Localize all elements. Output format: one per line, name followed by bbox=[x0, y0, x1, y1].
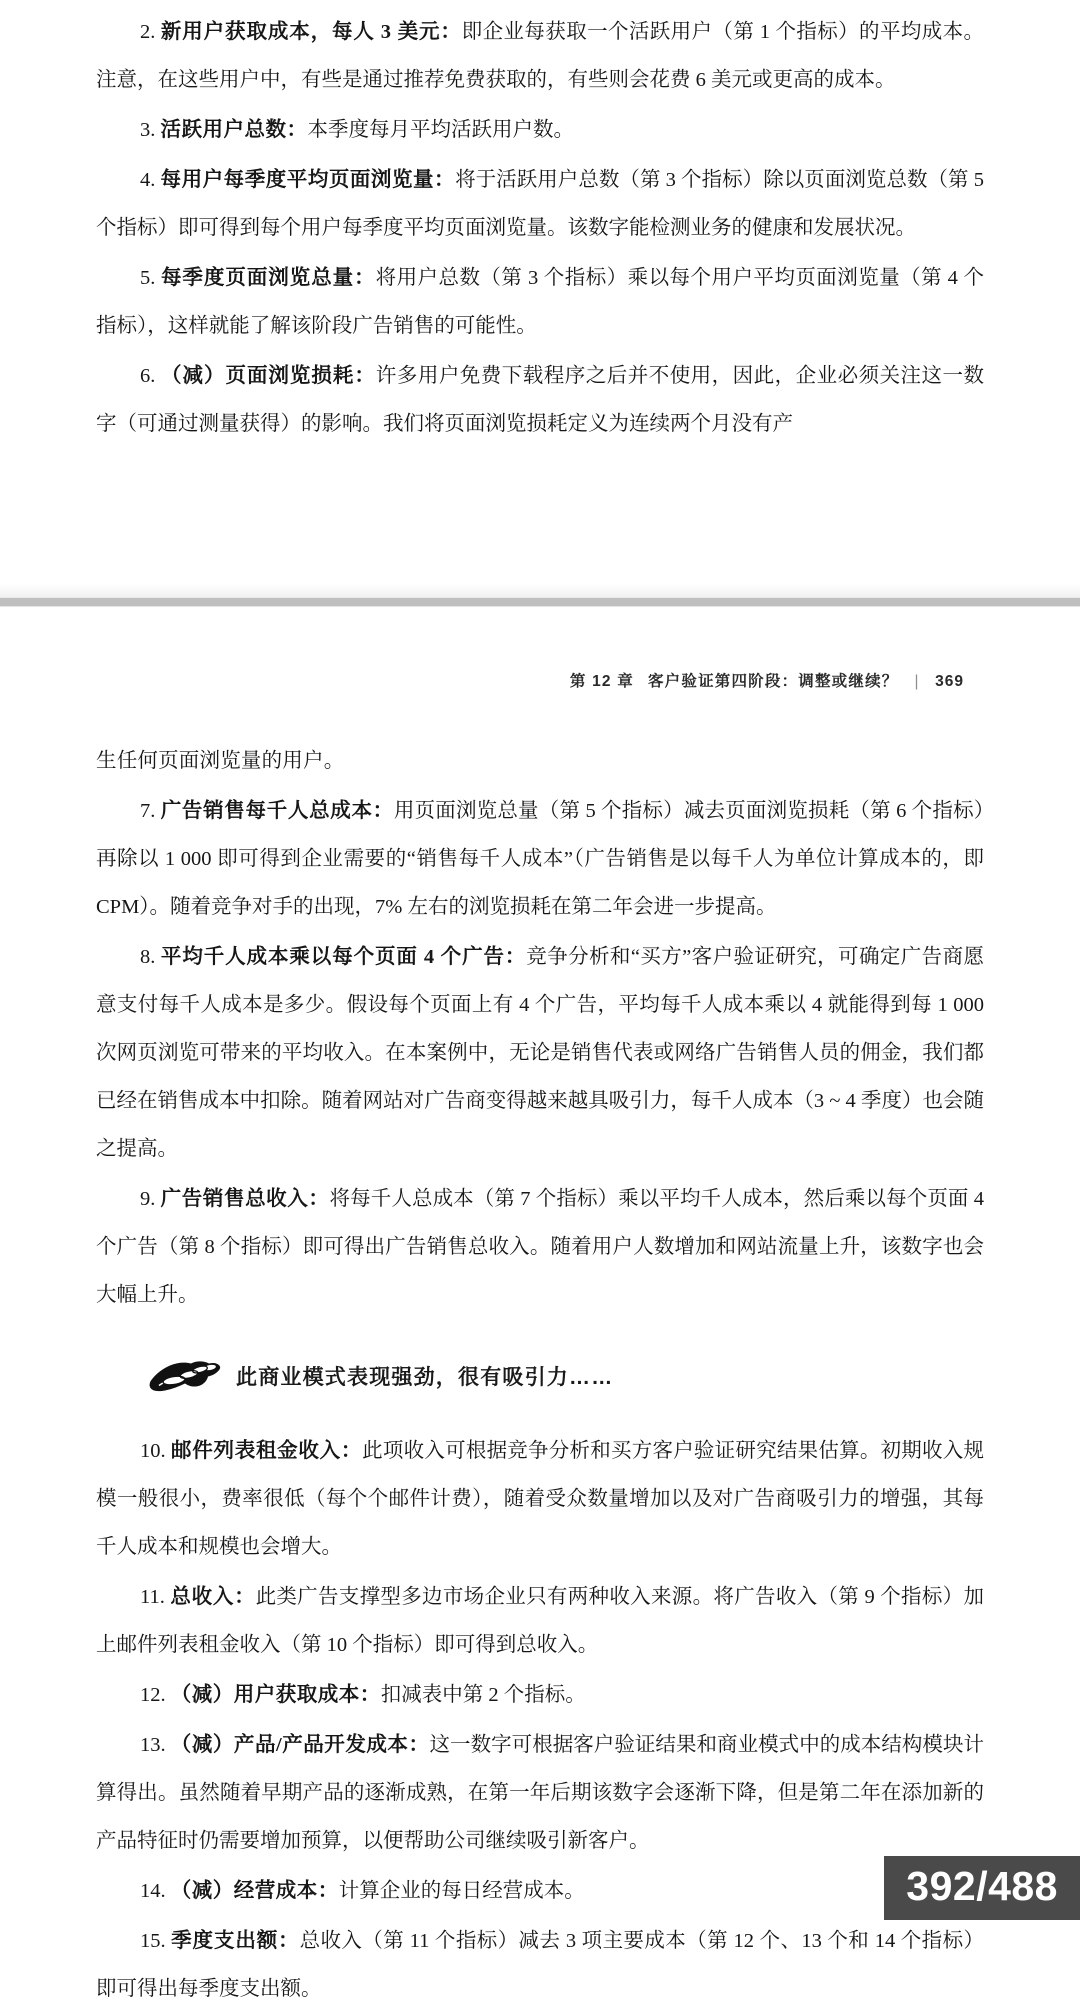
list-item-number: 11. bbox=[140, 1586, 165, 1608]
list-item bbox=[96, 1175, 984, 1319]
list-item-term: 每用户每季度平均页面浏览量： bbox=[160, 169, 456, 191]
list-item-term: 季度支出额： bbox=[171, 1930, 300, 1952]
list-item-text: 总收入（第 11 个指标）减去 3 项主要成本（第 12 个、13 个和 14 个指标）即可得出每季度支出额。 bbox=[96, 1930, 984, 2000]
list-item-text: 这一数字可根据客户验证结果和商业模式中的成本结构模块计算得出。虽然随着早期产品的逐渐成熟，在第一年后期该数字会逐渐下降，但是第二年在添加新的产品特征时仍需要增加预算，以便帮助公司继续吸引新客户。 bbox=[96, 1734, 985, 1852]
list-item-number: 8. bbox=[140, 946, 156, 968]
list-item bbox=[96, 787, 984, 931]
list-item-number: 3. bbox=[140, 119, 156, 141]
list-item bbox=[96, 1867, 984, 1915]
list-item-number: 5. bbox=[140, 267, 156, 289]
list-item-text: 即企业每获取一个活跃用户（第 1 个指标）的平均成本。注意，在这些用户中，有些是通过推荐免费获取的，有些则会花费 6 美元或更高的成本。 bbox=[96, 21, 985, 91]
list-item bbox=[96, 8, 984, 104]
list-item-number: 2. bbox=[140, 21, 156, 43]
list-item bbox=[96, 1671, 984, 1719]
list-item-term: 活跃用户总数： bbox=[160, 119, 308, 141]
list-item bbox=[96, 106, 984, 154]
list-item-term: 平均千人成本乘以每个页面 4 个广告： bbox=[160, 946, 527, 968]
paragraph-text: 生任何页面浏览量的用户。 bbox=[96, 750, 345, 772]
list-item-term: （减）页面浏览损耗： bbox=[161, 365, 376, 387]
list-item-term: 邮件列表租金收入： bbox=[171, 1440, 363, 1462]
list-item-text: 竞争分析和“买方”客户验证研究，可确定广告商愿意支付每千人成本是多少。假设每个页面上有 4 个广告，平均每千人成本乘以 4 就能得到每 1 000 次网页浏览可带来的平均收入。在本案例中，无论是销售代表或网络广告销售人员的佣金，我们都已经在销售成本中扣除。随着网站对广告商变得越来越具吸引力，每千人成本（3 ~ 4 季度）也会随之提高。 bbox=[96, 946, 985, 1160]
list-item-term: 新用户获取成本，每人 3 美元： bbox=[160, 21, 462, 43]
page-progress-badge: 392/488 bbox=[884, 1856, 1080, 1920]
callout-text: 此商业模式表现强劲，很有吸引力…… bbox=[236, 1366, 614, 1389]
list-item-text: 将于活跃用户总数（第 3 个指标）除以页面浏览总数（第 5 个指标）即可得到每个用户每季度平均页面浏览量。该数字能检测业务的健康和发展状况。 bbox=[96, 169, 985, 239]
list-item-text: 此项收入可根据竞争分析和买方客户验证研究结果估算。初期收入规模一般很小，费率很低（每个个邮件计费），随着受众数量增加以及对广告商吸引力的增强，其每千人成本和规模也会增大。 bbox=[96, 1440, 985, 1558]
list-item-number: 9. bbox=[140, 1188, 156, 1210]
list-item-number: 15. bbox=[140, 1930, 166, 1952]
list-item bbox=[96, 1917, 984, 2013]
list-item-term: 广告销售总收入： bbox=[160, 1188, 330, 1210]
list-item bbox=[96, 1427, 984, 1571]
running-head-separator: | bbox=[914, 673, 920, 690]
pointing-hand-icon bbox=[148, 1359, 222, 1393]
list-item-term: 每季度页面浏览总量： bbox=[160, 267, 376, 289]
list-item bbox=[96, 1573, 984, 1669]
list-item-text: 本季度每月平均活跃用户数。 bbox=[307, 119, 574, 141]
list-item-text: 用页面浏览总量（第 5 个指标）减去页面浏览损耗（第 6 个指标）再除以 1 000 即可得到企业需要的“销售每千人成本”（广告销售是以每千人为单位计算成本的，即 CPM）。随着竞争对手的出现，7% 左右的浏览损耗在第二年会进一步提高。 bbox=[96, 800, 985, 918]
running-head-chapter: 第 12 章 bbox=[569, 673, 634, 690]
list-item-text: 将每千人总成本（第 7 个指标）乘以平均千人成本，然后乘以每个页面 4 个广告（第 8 个指标）即可得出广告销售总收入。随着用户人数增加和网站流量上升，该数字也会大幅上升。 bbox=[96, 1188, 985, 1306]
list-item-text: 此类广告支撑型多边市场企业只有两种收入来源。将广告收入（第 9 个指标）加上邮件列表租金收入（第 10 个指标）即可得到总收入。 bbox=[96, 1586, 984, 1656]
paragraph bbox=[96, 737, 984, 785]
list-item-term: 总收入： bbox=[170, 1586, 256, 1608]
list-item-text: 将用户总数（第 3 个指标）乘以每个用户平均页面浏览量（第 4 个指标），这样就能了解该阶段广告销售的可能性。 bbox=[96, 267, 985, 337]
document-page-369 bbox=[0, 607, 1080, 2000]
list-item bbox=[96, 933, 984, 1173]
list-item bbox=[96, 1721, 984, 1865]
running-head-title: 客户验证第四阶段：调整或继续？ bbox=[647, 673, 899, 690]
list-item-number: 6. bbox=[140, 365, 156, 387]
list-item-term: 广告销售每千人总成本： bbox=[160, 800, 394, 822]
page-separator bbox=[0, 597, 1080, 607]
list-item-number: 7. bbox=[140, 800, 156, 822]
list-item-number: 10. bbox=[140, 1440, 166, 1462]
list-item-number: 12. bbox=[140, 1684, 166, 1706]
list-item-term: （减）用户获取成本： bbox=[170, 1684, 381, 1706]
callout-note bbox=[148, 1359, 984, 1393]
document-page-368 bbox=[0, 0, 1080, 597]
running-head bbox=[96, 669, 984, 691]
list-item bbox=[96, 254, 984, 350]
list-item-number: 4. bbox=[140, 169, 156, 191]
list-item-text: 计算企业的每日经营成本。 bbox=[338, 1880, 585, 1902]
list-item-term: （减）经营成本： bbox=[170, 1880, 339, 1902]
list-item-term: （减）产品/产品开发成本： bbox=[170, 1734, 430, 1756]
list-item-number: 14. bbox=[140, 1880, 166, 1902]
list-item-number: 13. bbox=[140, 1734, 166, 1756]
list-item bbox=[96, 156, 984, 252]
list-item-text: 许多用户免费下载程序之后并不使用，因此，企业必须关注这一数字（可通过测量获得）的影响。我们将页面浏览损耗定义为连续两个月没有产 bbox=[96, 365, 985, 435]
running-head-page-number: 369 bbox=[935, 673, 964, 690]
list-item-text: 扣减表中第 2 个指标。 bbox=[380, 1684, 586, 1706]
list-item bbox=[96, 352, 984, 448]
